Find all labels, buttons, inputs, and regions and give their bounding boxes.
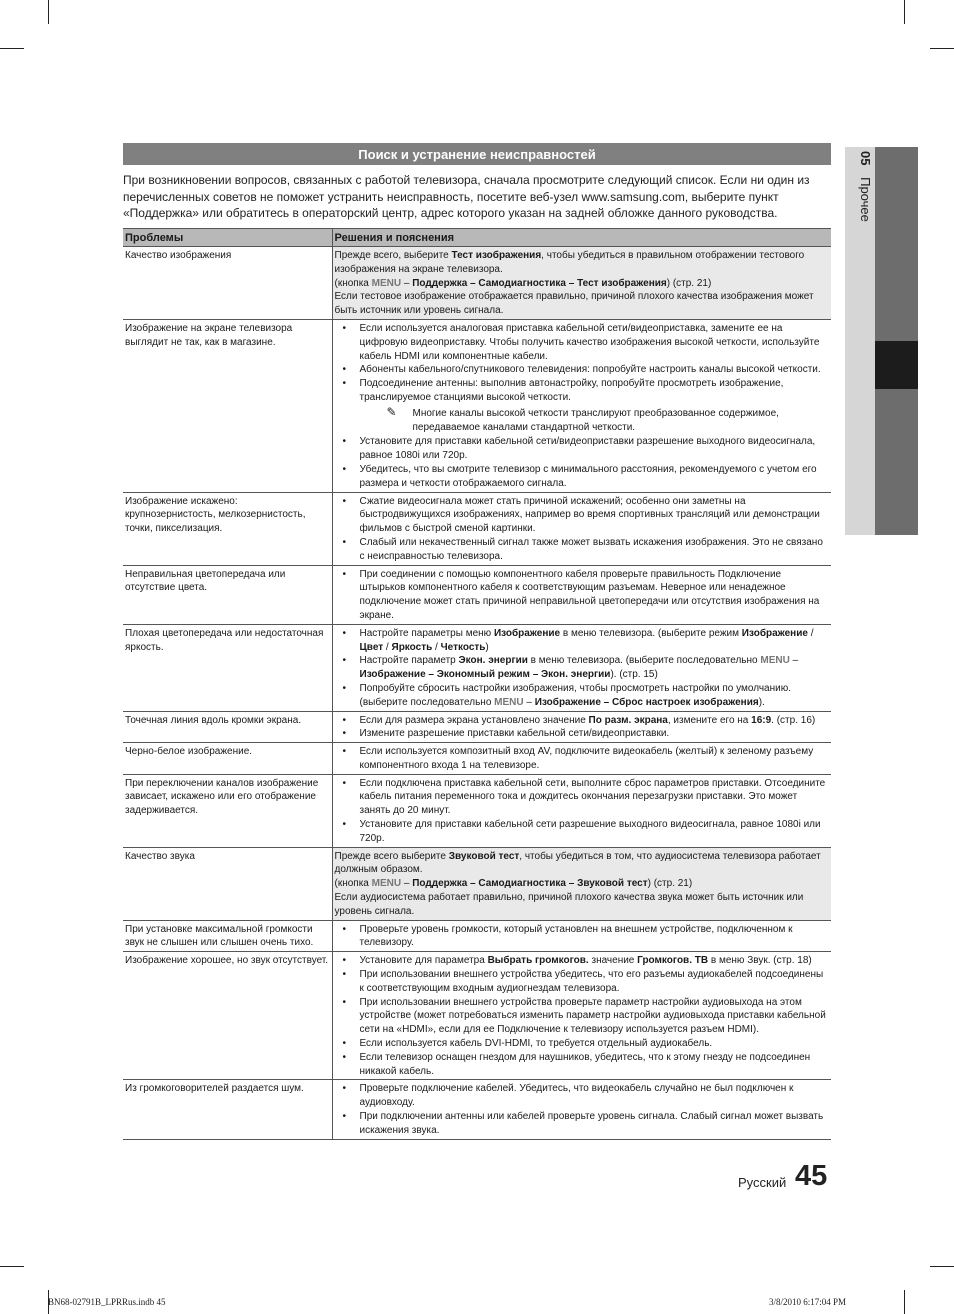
table-row (123, 247, 831, 320)
table-row (123, 743, 831, 775)
crop-mark (904, 0, 905, 24)
solution-cell: • Если используется аналоговая приставка кабельной сети/видеоприставка, замените ее на цифровую видеоприставку. Чтобы получить качество изображения высокой четкости, используйте кабель HDMI или компонентные кабели. • Абоненты кабельного/спутникового телевидения: попробуйте настроить каналы высокой четкости. • Подсоединение антенны: выполнив автонастройку, попробуйте просмотреть изображение, транслируемое станциями высокой четкости. ✎ Многие каналы высокой четкости транслируют преобразованное содержимое, передаваемое каналами стандартной четкости. • Установите для приставки кабельной сети/видеоприставки разрешение выходного видеосигнала, равное 1080i или 720p. • Убедитесь, что вы смотрите телевизор с минимального расстояния, рекомендуемого с учетом его размера и четкости отображаемого сигнала. (332, 319, 831, 492)
footer-language: Русский (738, 1175, 787, 1190)
table-row (123, 774, 831, 847)
crop-mark (0, 48, 24, 49)
problem-cell: Плохая цветопередача или недостаточная яркость. (123, 624, 332, 711)
chapter-title: Прочее (858, 177, 873, 222)
problem-cell: При переключении каналов изображение зависает, искажено или его отображение задерживается. (123, 774, 332, 847)
table-row (123, 492, 831, 565)
table-row (123, 1080, 831, 1139)
crop-mark (930, 48, 954, 49)
chapter-tab (845, 147, 918, 535)
solution-cell: • Сжатие видеосигнала может стать причиной искажений; особенно они заметны на быстродвижущихся изображениях, например во время спортивных трансляций или демонстрации фильмов с быстрой сменой картинки. • Слабый или некачественный сигнал также может вызвать искажения изображения. Это не связано с неисправностью телевизора. (332, 492, 831, 565)
imprint-date: 3/8/2010 6:17:04 PM (769, 1297, 847, 1307)
problem-cell: Изображение на экране телевизора выглядит не так, как в магазине. (123, 319, 332, 492)
troubleshooting-table (123, 228, 831, 1140)
page-number: 45 (795, 1160, 828, 1192)
solution-cell: • Настройте параметры меню Изображение в меню телевизора. (выберите режим Изображение / Цвет / Яркость / Четкость) • Настройте параметр Экон. энергии в меню телевизора. (выберите последовательно MENU – Изображение – Экономный режим – Экон. энергии). (стр. 15) • Попробуйте сбросить настройки изображения, чтобы просмотреть настройки по умолчанию. (выберите последовательно MENU – Изображение – Сброс настроек изображения). (332, 624, 831, 711)
section-title: Поиск и устранение неисправностей (123, 143, 831, 165)
crop-mark (0, 1266, 24, 1267)
solution-cell: Прежде всего выберите Звуковой тест, чтобы убедиться в том, что аудиосистема телевизора работает должным образом. (кнопка MENU – Поддержка – Самодиагностика – Звуковой тест) (стр. 21) Если аудиосистема работает правильно, причиной плохого качества звука может быть источник или уровень сигнала. (332, 847, 831, 920)
table-row (123, 711, 831, 743)
table-row (123, 624, 831, 711)
chapter-number: 05 (858, 151, 873, 166)
solution-cell: • Если используется композитный вход AV, подключите видеокабель (желтый) к зеленому разъему компонентного входа 1 на телевизоре. (332, 743, 831, 775)
intro-paragraph: При возникновении вопросов, связанных с работой телевизора, сначала просмотрите следующий список. Если ни один из перечисленных советов не поможет устранить неисправность, посетите веб-узел www.samsung.com, выберите пункт «Поддержка» или обратитесь в операторский центр, адрес которого указан на задней обложке данного руководства. (123, 173, 810, 220)
crop-mark (930, 1266, 954, 1267)
crop-mark (48, 0, 49, 24)
table-row (123, 319, 831, 492)
problem-cell: Качество изображения (123, 247, 332, 320)
problem-cell: Изображение хорошее, но звук отсутствует. (123, 952, 332, 1080)
solution-cell: • Если для размера экрана установлено значение По разм. экрана, измените его на 16:9. (стр. 16) • Измените разрешение приставки кабельной сети/видеоприставки. (332, 711, 831, 743)
problem-cell: Точечная линия вдоль кромки экрана. (123, 711, 332, 743)
solution-cell: • Если подключена приставка кабельной сети, выполните сброс параметров приставки. Отсоедините кабель питания переменного тока и дождитесь окончания перезагрузки приставки. Это может занять до 20 минут. • Установите для приставки кабельной сети разрешение выходного видеосигнала, равное 1080i или 720p. (332, 774, 831, 847)
solution-cell: Прежде всего, выберите Тест изображения, чтобы убедиться в правильном отображении тестового изображения на экране телевизора. (кнопка MENU – Поддержка – Самодиагностика – Тест изображения) (стр. 21) Если тестовое изображение отображается правильно, причиной плохого качества изображения может быть источник или уровень сигнала. (332, 247, 831, 320)
problem-cell: Черно-белое изображение. (123, 743, 332, 775)
table-row (123, 565, 831, 624)
solution-cell: • Установите для параметра Выбрать громкогов. значение Громкогов. ТВ в меню Звук. (стр. 18) • При использовании внешнего устройства убедитесь, что его разъемы аудиокабелей подсоединены к соответствующим входным аудиогнездам телевизора. • При использовании внешнего устройства проверьте параметр настройки аудиовыхода на этом устройстве (может потребоваться изменить параметр настройки аудиовыхода приставки кабельной сети на «HDMI», если для ее Подключение к телевизору используется разъем HDMI). • Если используется кабель DVI-HDMI, то требуется отдельный аудиокабель. • Если телевизор оснащен гнездом для наушников, убедитесь, что к этому гнезду не подсоединен никакой кабель. (332, 952, 831, 1080)
chapter-label (847, 151, 873, 331)
problem-cell: Из громкоговорителей раздается шум. (123, 1080, 332, 1139)
table-row (123, 847, 831, 920)
problem-cell: Неправильная цветопередача или отсутствие цвета. (123, 565, 332, 624)
chapter-tab-marker (875, 341, 918, 389)
solution-cell: • Проверьте подключение кабелей. Убедитесь, что видеокабель случайно не был подключен к аудиовходу. • При подключении антенны или кабелей проверьте уровень сигнала. Слабый сигнал может вызвать искажения звука. (332, 1080, 831, 1139)
column-header-solutions: Решения и пояснения (332, 229, 831, 247)
problem-cell: При установке максимальной громкости звук не слышен или слышен очень тихо. (123, 920, 332, 952)
table-row (123, 920, 831, 952)
column-header-problems: Проблемы (123, 229, 332, 247)
table-header-row (123, 229, 831, 247)
solution-cell: • При соединении с помощью компонентного кабеля проверьте правильность Подключение штырьков компонентного кабеля к соответствующим разъемам. Неверное или ненадежное подключение может стать причиной неправильной цветопередачи или отсутствия изображения на экране. (332, 565, 831, 624)
imprint-file: BN68-02791B_LPRRus.indb 45 (48, 1297, 166, 1307)
solution-cell: • Проверьте уровень громкости, который установлен на внешнем устройстве, подключенном к телевизору. (332, 920, 831, 952)
problem-cell: Качество звука (123, 847, 332, 920)
problem-cell: Изображение искажено: крупнозернистость, мелкозернистость, точки, пикселизация. (123, 492, 332, 565)
table-row (123, 952, 831, 1080)
crop-mark (904, 1290, 905, 1314)
